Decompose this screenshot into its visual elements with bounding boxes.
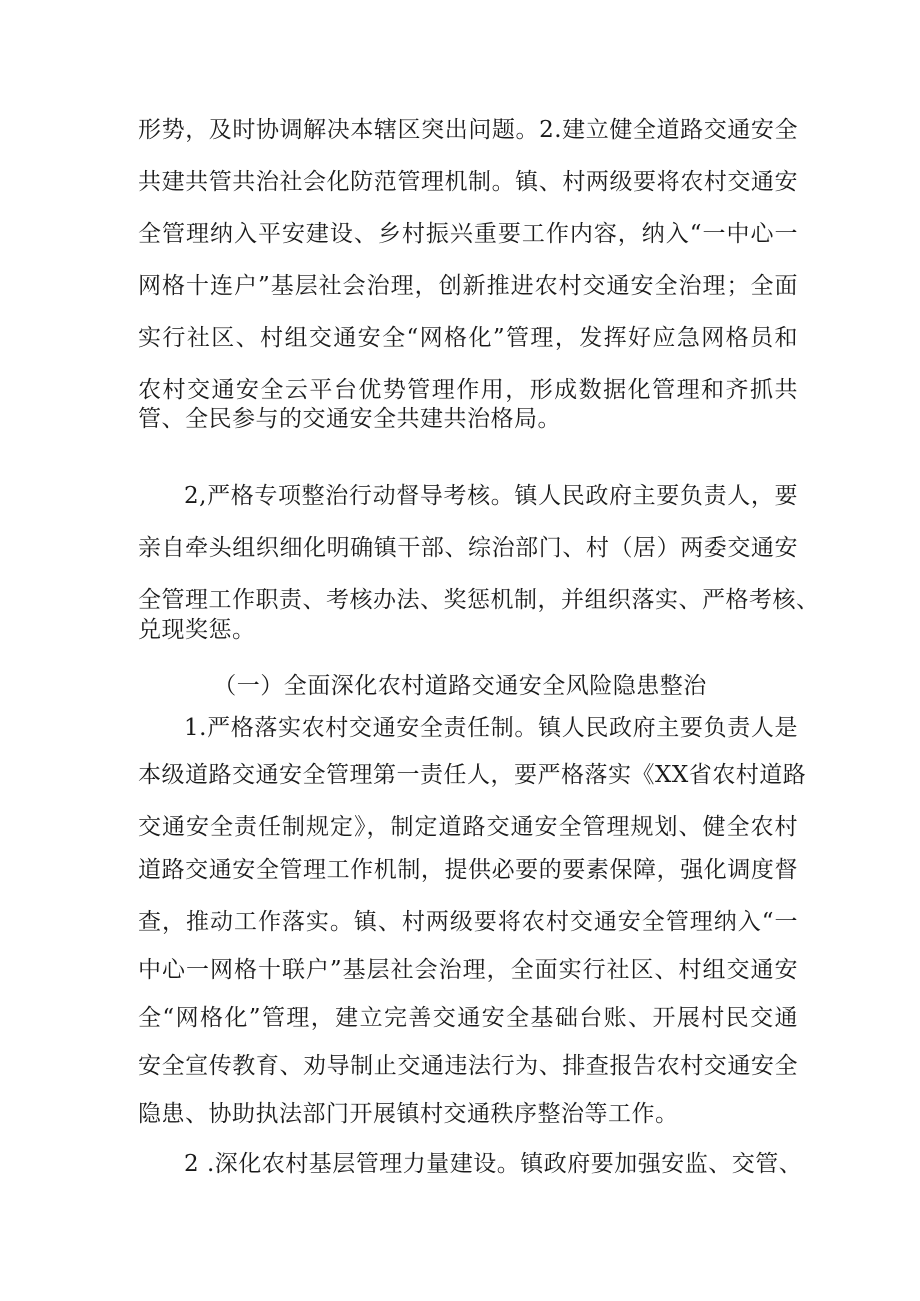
section-heading: （一）全面深化农村道路交通安全风险隐患整治: [213, 673, 707, 699]
text-line-1: 形势，及时协调解决本辖区突出问题。2.建立健全道路交通安全: [138, 117, 798, 143]
text-line-18: 中心一网格十联户”基层社会治理，全面实行社区、村组交通安: [138, 957, 798, 983]
text-line-9: 亲自牵头组织细化明确镇干部、综治部门、村（居）两委交通安: [138, 535, 798, 561]
paragraph-start-line: 1.严格落实农村交通安全责任制。镇人民政府主要负责人是: [184, 715, 798, 741]
text-line-15: 交通安全责任制规定》，制定道路交通安全管理规划、健全农村: [138, 814, 798, 840]
text-line-7: 管、全民参与的交通安全共建共治格局。: [138, 406, 561, 432]
paragraph-start-line: 2,严格专项整治行动督导考核。镇人民政府主要负责人，要: [184, 483, 798, 509]
text-line-19: 全“网格化”管理，建立完善交通安全基础台账、开展村民交通: [138, 1005, 798, 1031]
text-line-4: 网格十连户”基层社会治理，创新推进农村交通安全治理；全面: [138, 273, 798, 299]
text-line-21: 隐患、协助执法部门开展镇村交通秩序整治等工作。: [138, 1101, 679, 1127]
text-line-20: 安全宣传教育、劝导制止交通违法行为、排查报告农村交通安全: [138, 1053, 798, 1079]
paragraph-start-line: 2 .深化农村基层管理力量建设。镇政府要加强安监、交管、: [184, 1151, 803, 1177]
text-line-2: 共建共管共治社会化防范管理机制。镇、村两级要将农村交通安: [138, 169, 798, 195]
text-line-10: 全管理工作职责、考核办法、奖惩机制，并组织落实、严格考核、: [138, 587, 820, 613]
text-line-17: 查，推动工作落实。镇、村两级要将农村交通安全管理纳入“一: [138, 909, 798, 935]
text-line-16: 道路交通安全管理工作机制，提供必要的要素保障，强化调度督: [138, 857, 798, 883]
text-line-5: 实行社区、村组交通安全“网格化”管理，发挥好应急网格员和: [138, 325, 798, 351]
text-line-14: 本级道路交通安全管理第一责任人，要严格落实《XX省农村道路: [138, 762, 807, 788]
text-line-3: 全管理纳入平安建设、乡村振兴重要工作内容，纳入“一中心一: [138, 221, 798, 247]
text-line-6: 农村交通安全云平台优势管理作用，形成数据化管理和齐抓共: [138, 377, 798, 403]
text-line-11: 兑现奖惩。: [138, 617, 256, 643]
